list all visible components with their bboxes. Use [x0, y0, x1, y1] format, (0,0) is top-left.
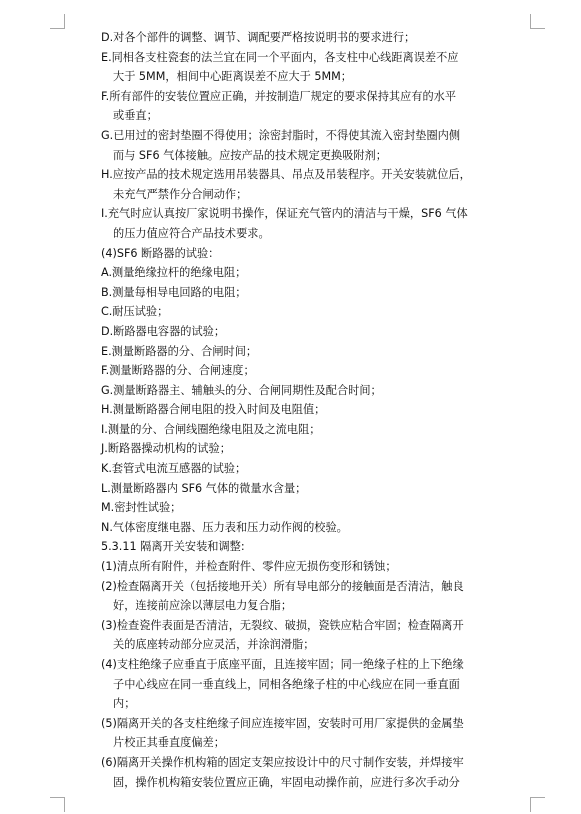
text-line: (4)支柱绝缘子应垂直于底座平面，且连接牢固；同一绝缘子柱的上下绝缘: [101, 658, 464, 671]
text-line: I.测量的分、合闸线圈绝缘电阻及之流电阻；: [101, 422, 321, 436]
text-line: G.测量断路器主、辅触头的分、合闸同期性及配合时间；: [101, 383, 382, 397]
text-line: 的压力值应符合产品技术要求。: [113, 226, 270, 240]
text-line: K.套管式电流互感器的试验；: [101, 462, 247, 476]
page-corner-mark-top-left: [50, 14, 65, 29]
text-line: 大于 5MM，相间中心距离误差不应大于 5MM；: [113, 70, 352, 84]
text-line: 好，连接前应涂以薄层电力复合脂；: [113, 599, 293, 613]
document-body: [101, 28, 526, 792]
text-line: J.断路器操动机构的试验；: [101, 442, 231, 456]
text-line: (5)隔离开关的各支柱绝缘子间应连接牢固，安装时可用厂家提供的金属垫: [101, 716, 464, 730]
page-corner-mark-top-right: [530, 14, 545, 29]
text-line: F.所有部件的安装位置应正确，并按制造厂规定的要求保持其应有的水平: [101, 89, 457, 103]
text-line: G.已用过的密封垫圈不得使用；涂密封脂时，不得使其流入密封垫圈内侧: [101, 128, 461, 142]
text-line: 内；: [113, 697, 136, 711]
text-line: (6)隔离开关操作机构箱的固定支架应按设计中的尺寸制作安装，并焊接牢: [101, 755, 464, 769]
text-line: 5.3.11 隔离开关安装和调整:: [101, 540, 245, 554]
text-line: 或垂直；: [113, 109, 158, 123]
text-line: L.测量断路器内 SF6 气体的微量水含量；: [101, 481, 307, 495]
page-corner-mark-bottom-right: [530, 797, 545, 812]
page-corner-mark-bottom-left: [50, 797, 65, 812]
text-line: (2)检查隔离开关（包括接地开关）所有导电部分的接触面是否清洁，触良: [101, 579, 464, 593]
text-line: 子中心线应在同一垂直线上，同相各绝缘子柱的中心线应在同一垂直面: [113, 677, 460, 691]
text-line: A.测量绝缘拉杆的绝缘电阻；: [101, 266, 247, 280]
text-line: F.测量断路器的分、合闸速度；: [101, 364, 255, 378]
text-line: E.同相各支柱瓷套的法兰宜在同一个平面内，各支柱中心线距离误差不应: [101, 50, 459, 64]
text-line: D.断路器电容器的试验；: [101, 324, 226, 338]
text-line: 片校正其垂直度偏差；: [113, 736, 225, 750]
text-line: (4)SF6 断路器的试验：: [101, 246, 220, 260]
text-line: H.测量断路器合闸电阻的投入时间及电阻值；: [101, 403, 326, 417]
text-line: N.气体密度继电器、压力表和压力动作阀的校验。: [101, 520, 348, 534]
text-line: 未充气严禁作分合闸动作；: [113, 187, 248, 201]
text-line: 而与 SF6 气体接触。应按产品的技术规定更换吸附剂；: [113, 148, 387, 162]
text-line: B.测量每相导电回路的电阻；: [101, 285, 247, 299]
text-line: 关的底座转动部分应灵活，并涂润滑脂；: [113, 638, 315, 652]
text-line: D.对各个部件的调整、调节、调配要严格按说明书的要求进行；: [101, 31, 416, 44]
text-line: (3)检查瓷件表面是否清洁，无裂纹、破损，瓷铁应粘合牢固；检查隔离开: [101, 618, 464, 632]
text-line: E.测量断路器的分、合闸时间；: [101, 344, 258, 358]
text-line: H.应按产品的技术规定选用吊装器具、吊点及吊装程序。开关安装就位后，: [101, 168, 471, 182]
text-line: (1)清点所有附件，并检查附件、零件应无损伤变形和锈蚀；: [101, 560, 397, 574]
text-line: C.耐压试验；: [101, 305, 169, 319]
text-line: 固，操作机构箱安装位置应正确，牢固电动操作前，应进行多次手动分: [113, 775, 460, 789]
text-line: M.密封性试验；: [101, 501, 182, 515]
text-line: I.充气时应认真按厂家说明书操作，保证充气管内的清洁与干燥，SF6 气体: [101, 207, 468, 221]
